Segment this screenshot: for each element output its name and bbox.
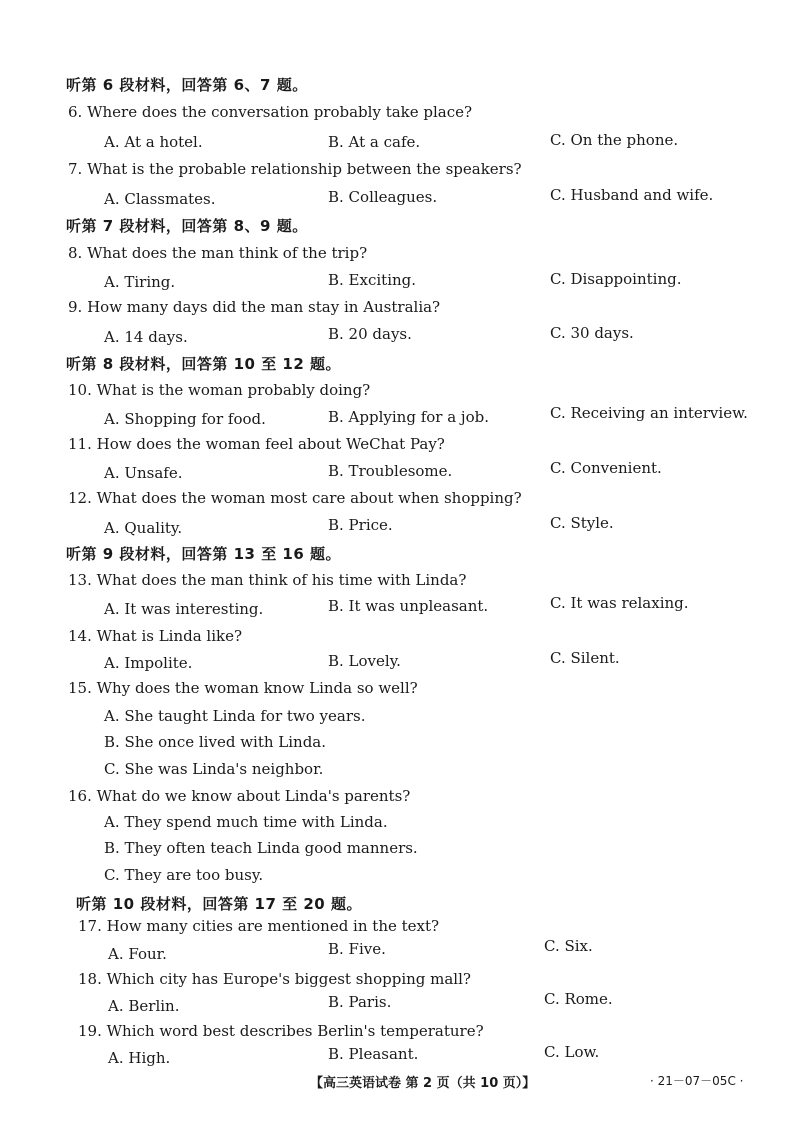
option-c: C. Convenient. (550, 459, 662, 477)
option-a: A. Quality. (104, 519, 183, 537)
option-a: A. Four. (108, 945, 167, 963)
option-c: C. 30 days. (550, 324, 634, 342)
page-footer: 【高三英语试卷 第 2 页（共 10 页）】 (310, 1076, 536, 1091)
option-b: B. At a cafe. (328, 133, 421, 151)
option-a: A. Berlin. (108, 997, 180, 1015)
option-b: B. They often teach Linda good manners. (104, 839, 418, 857)
option-c: C. Rome. (544, 990, 613, 1008)
question-text: 7. What is the probable relationship between the speakers? (68, 160, 522, 178)
question-text: 18. Which city has Europe's biggest shopping mall? (78, 970, 471, 988)
option-a: A. Tiring. (104, 273, 176, 291)
option-a: A. They spend much time with Linda. (104, 813, 388, 831)
question-text: 12. What does the woman most care about when shopping? (68, 489, 522, 507)
option-a: A. Impolite. (104, 654, 193, 672)
option-c: C. Disappointing. (550, 270, 682, 288)
option-c: C. Style. (550, 514, 614, 532)
option-a: A. At a hotel. (104, 133, 203, 151)
option-b: B. She once lived with Linda. (104, 733, 327, 751)
section-heading: 听第 8 段材料，回答第 10 至 12 题。 (66, 355, 342, 373)
question-text: 9. How many days did the man stay in Australia? (68, 298, 441, 316)
option-a: A. Unsafe. (104, 464, 183, 482)
question-text: 17. How many cities are mentioned in the text? (78, 917, 440, 935)
option-c: C. They are too busy. (104, 866, 264, 884)
question-text: 10. What is the woman probably doing? (68, 381, 371, 399)
option-c: C. She was Linda's neighbor. (104, 760, 324, 778)
option-b: B. 20 days. (328, 325, 412, 343)
section-heading: 听第 6 段材料，回答第 6、7 题。 (66, 76, 308, 94)
section-heading: 听第 9 段材料，回答第 13 至 16 题。 (66, 545, 342, 563)
option-c: C. Husband and wife. (550, 186, 714, 204)
option-b: B. Pleasant. (328, 1045, 419, 1063)
option-a: A. Shopping for food. (104, 410, 266, 428)
option-c: C. It was relaxing. (550, 594, 689, 612)
question-text: 13. What does the man think of his time with Linda? (68, 571, 467, 589)
option-a: A. 14 days. (104, 328, 188, 346)
option-b: B. Troublesome. (328, 462, 453, 480)
question-text: 8. What does the man think of the trip? (68, 244, 368, 262)
option-c: C. Six. (544, 937, 593, 955)
option-a: A. It was interesting. (104, 600, 264, 618)
option-b: B. Applying for a job. (328, 408, 489, 426)
section-heading: 听第 10 段材料，回答第 17 至 20 题。 (76, 895, 362, 913)
option-b: B. Lovely. (328, 652, 401, 670)
question-text: 14. What is Linda like? (68, 627, 243, 645)
question-text: 15. Why does the woman know Linda so well? (68, 679, 418, 697)
option-b: B. Price. (328, 516, 393, 534)
option-b: B. Exciting. (328, 271, 417, 289)
option-a: A. Classmates. (104, 190, 216, 208)
question-text: 11. How does the woman feel about WeChat Pay? (68, 435, 445, 453)
option-b: B. Five. (328, 940, 386, 958)
question-text: 16. What do we know about Linda's parents? (68, 787, 411, 805)
option-c: C. On the phone. (550, 131, 679, 149)
section-heading: 听第 7 段材料，回答第 8、9 题。 (66, 217, 308, 235)
option-a: A. High. (108, 1049, 171, 1067)
option-b: B. Colleagues. (328, 188, 438, 206)
option-c: C. Receiving an interview. (550, 404, 748, 422)
option-a: A. She taught Linda for two years. (104, 707, 366, 725)
question-text: 19. Which word best describes Berlin's temperature? (78, 1022, 484, 1040)
option-c: C. Silent. (550, 649, 620, 667)
exam-code: · 21－07－05C · (650, 1074, 744, 1088)
question-text: 6. Where does the conversation probably take place? (68, 103, 473, 121)
option-c: C. Low. (544, 1043, 600, 1061)
option-b: B. Paris. (328, 993, 392, 1011)
option-b: B. It was unpleasant. (328, 597, 489, 615)
